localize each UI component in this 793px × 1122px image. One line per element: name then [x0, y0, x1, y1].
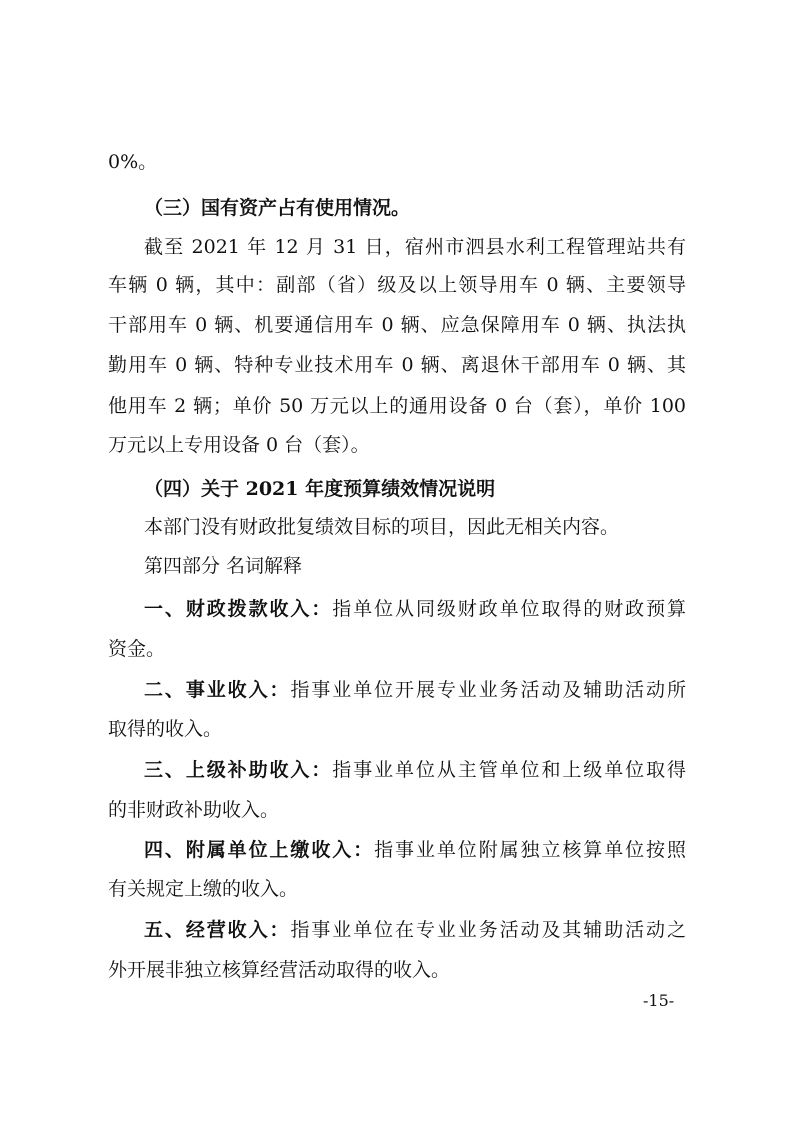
term-line [144, 678, 686, 702]
term-definition: 指单位从同级财政单位取得的财政预算 [332, 598, 686, 620]
text-line: 本部门没有财政批复绩效目标的项目，因此无相关内容。 [144, 516, 620, 538]
term-continuation: 有关规定上缴的收入。 [108, 878, 299, 900]
term-label: 五、经营收入： [144, 919, 291, 941]
page-number: -15- [643, 991, 675, 1010]
term-continuation: 资金。 [108, 638, 166, 660]
section-heading-3: （三）国有资产占有使用情况。 [144, 197, 411, 219]
text-line: 万元以上专用设备 0 台（套）。 [108, 434, 370, 456]
term-label: 四、附属单位上缴收入： [144, 839, 375, 861]
text-line: 他用车 2 辆；单价 50 万元以上的通用设备 0 台（套），单价 100 [108, 395, 686, 417]
term-line [144, 838, 686, 862]
text-line: 勤用车 0 辆、特种专业技术用车 0 辆、离退休干部用车 0 辆、其 [108, 354, 686, 376]
term-definition: 指事业单位开展专业业务活动及辅助活动所 [290, 679, 686, 701]
term-definition: 指事业单位从主管单位和上级单位取得 [332, 759, 686, 781]
section-heading-4: （四）关于 2021 年度预算绩效情况说明 [144, 478, 496, 500]
term-label: 二、事业收入： [144, 679, 291, 701]
term-continuation: 外开展非独立核算经营活动取得的收入。 [108, 959, 451, 981]
term-label: 一、财政拨款收入： [144, 598, 333, 620]
part-heading: 第四部分 名词解释 [144, 555, 303, 577]
term-definition: 指事业单位附属独立核算单位按照 [374, 839, 686, 861]
term-line [144, 597, 686, 621]
term-label: 三、上级补助收入： [144, 759, 333, 781]
term-line [144, 758, 686, 782]
text-line: 干部用车 0 辆、机要通信用车 0 辆、应急保障用车 0 辆、执法执 [108, 314, 686, 336]
term-definition: 指事业单位在专业业务活动及其辅助活动之 [290, 919, 686, 941]
term-continuation: 取得的收入。 [108, 718, 223, 740]
text-line: 0%。 [108, 151, 158, 173]
term-continuation: 的非财政补助收入。 [108, 799, 280, 821]
text-line: 车辆 0 辆，其中：副部（省）级及以上领导用车 0 辆、主要领导 [108, 274, 686, 296]
text-line: 截至 2021 年 12 月 31 日，宿州市泗县水利工程管理站共有 [144, 236, 686, 258]
term-line [144, 918, 686, 942]
